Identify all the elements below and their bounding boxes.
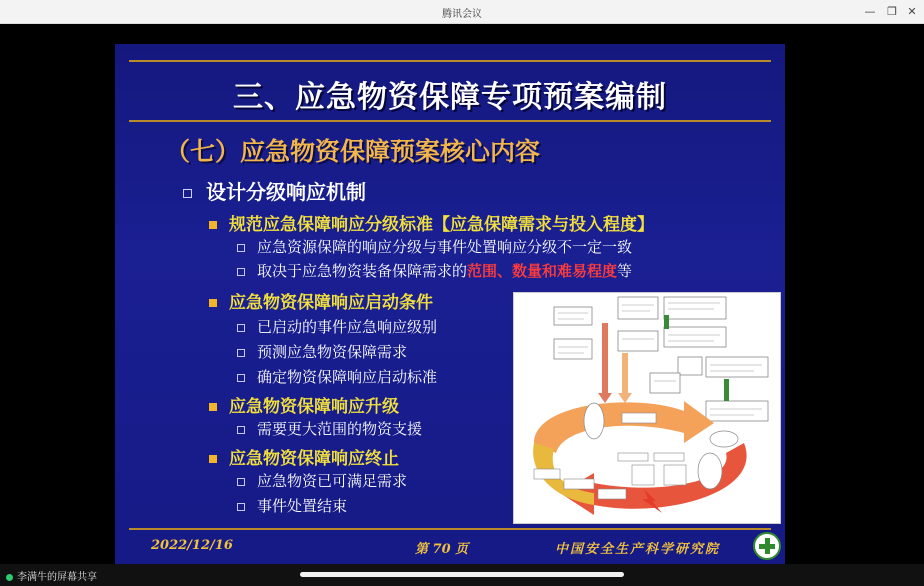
section-heading: 应急物资保障响应终止 [209, 444, 399, 469]
list-item: 已启动的事件应急响应级别 [237, 316, 437, 337]
minimize-icon[interactable]: — [864, 5, 876, 18]
slide-title: 三、应急物资保障专项预案编制 [233, 80, 667, 115]
footer-rule [129, 528, 771, 530]
list-item: 取决于应急物资装备保障需求的范围、数量和难易程度等 [237, 260, 632, 281]
level1-text: 设计分级响应机制 [206, 180, 366, 204]
highlight-text: 范围、数量和难易程度 [467, 262, 618, 280]
checkbox-bullet-icon [237, 503, 245, 511]
shared-slide [115, 44, 785, 564]
list-item: 事件处置结束 [237, 495, 347, 516]
square-bullet-icon [209, 221, 217, 229]
meeting-toolbar [0, 24, 924, 44]
checkbox-bullet-icon [237, 244, 245, 252]
restore-icon[interactable]: ❐ [887, 5, 897, 18]
square-bullet-icon [209, 403, 217, 411]
level1-bullet [183, 176, 366, 205]
section-heading: 规范应急保障响应分级标准【应急保障需求与投入程度】 [209, 210, 654, 235]
square-bullet-icon [209, 299, 217, 307]
checkbox-bullet-icon [237, 374, 245, 382]
organization-logo-icon [753, 532, 781, 560]
sharing-status-icon [6, 574, 13, 581]
title-rule [129, 120, 771, 122]
list-item: 应急资源保障的响应分级与事件处置响应分级不一定一致 [237, 236, 632, 257]
checkbox-bullet-icon [183, 189, 192, 198]
checkbox-bullet-icon [237, 324, 245, 332]
checkbox-bullet-icon [237, 426, 245, 434]
slide-subtitle: （七）应急物资保障预案核心内容 [165, 137, 541, 166]
section-heading: 应急物资保障响应启动条件 [209, 288, 433, 313]
flow-diagram-graphic [514, 293, 781, 524]
window-titlebar [0, 0, 924, 24]
screen-share-indicator[interactable] [6, 568, 97, 583]
checkbox-bullet-icon [237, 478, 245, 486]
list-item: 需要更大范围的物资支援 [237, 418, 422, 439]
footer-page-number: 第 70 页 [415, 542, 469, 557]
list-item: 确定物资保障响应启动标准 [237, 366, 437, 387]
checkbox-bullet-icon [237, 268, 245, 276]
list-item: 预测应急物资保障需求 [237, 341, 407, 362]
close-icon[interactable]: ✕ [907, 5, 917, 18]
footer-date: 2022/12/16 [151, 538, 233, 553]
list-item: 应急物资已可满足需求 [237, 470, 407, 491]
section-heading: 应急物资保障响应升级 [209, 392, 399, 417]
window-title: 腾讯会议 [442, 9, 482, 20]
square-bullet-icon [209, 455, 217, 463]
share-label-text: 李满牛的屏幕共享 [17, 572, 97, 583]
scroll-indicator[interactable] [300, 572, 624, 577]
footer-organization: 中国安全生产科学研究院 [555, 542, 721, 557]
response-flow-diagram [513, 292, 781, 524]
bottom-bar [0, 564, 924, 586]
top-rule [129, 60, 771, 62]
checkbox-bullet-icon [237, 349, 245, 357]
